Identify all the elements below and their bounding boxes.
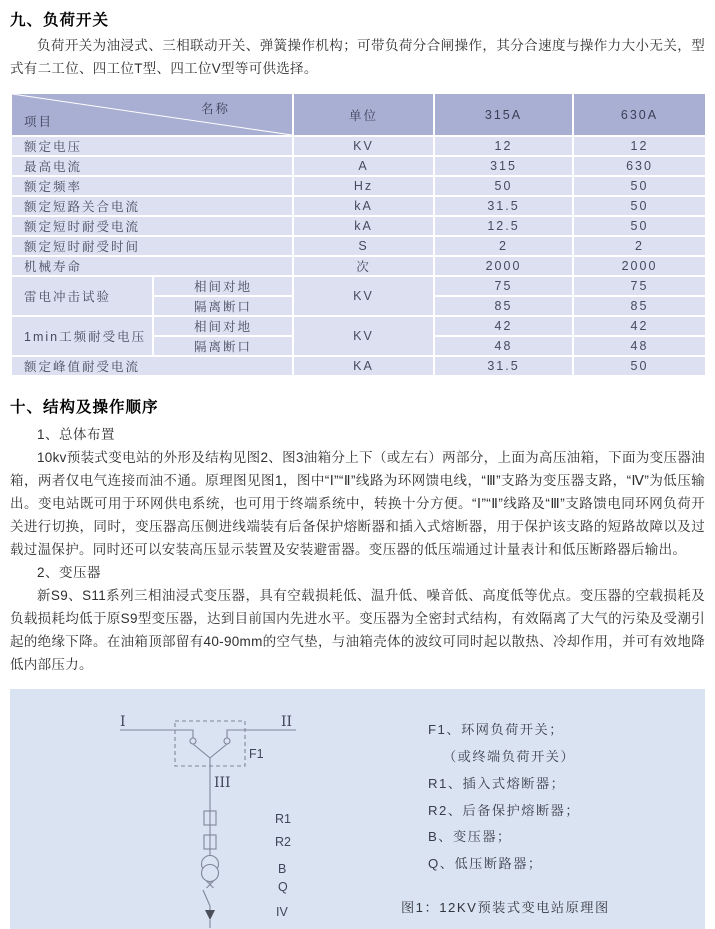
column-header-630a: 630A [573, 93, 706, 136]
row-value-630a: 42 [573, 316, 706, 336]
row-group-label: 雷电冲击试验 [11, 276, 153, 316]
subsection-1-heading: 1、总体布置 [37, 427, 116, 442]
corner-label-name: 名称 [200, 102, 230, 116]
subsection-2-heading: 2、变压器 [37, 565, 102, 580]
row-value-315a: 2000 [434, 256, 573, 276]
row-unit: KV [293, 316, 434, 356]
row-label: 额定峰值耐受电流 [11, 356, 293, 376]
table-row [11, 256, 706, 276]
feeder-I-label: I [120, 714, 126, 730]
row-label: 额定频率 [11, 176, 293, 196]
row-label: 额定短时耐受时间 [11, 236, 293, 256]
row-group-label: 1min工频耐受电压 [11, 316, 153, 356]
row-label: 额定短时耐受电流 [11, 216, 293, 236]
column-header-315a: 315A [434, 93, 573, 136]
row-value-315a: 85 [434, 296, 573, 316]
diagonal-divider [12, 94, 292, 135]
row-value-315a: 12.5 [434, 216, 573, 236]
row-sub-label: 相间对地 [153, 276, 293, 296]
section10-paragraph-2: 新S9、S11系列三相油浸式变压器，具有空载损耗低、温升低、噪音低、高度低等优点。变压器的空载损耗及负载损耗均低于原S9型变压器，达到目前国内先进水平。变压器为全密封式结构，有效隔离了大气的污染及受潮引起的绝缘下降。在油箱顶部留有40-90mm的空气垫，与油箱壳体的波纹可同时起以散热、冷却作用，并可有效地降低内部压力。 [10, 588, 705, 672]
row-value-630a: 85 [573, 296, 706, 316]
column-header-unit: 单位 [293, 93, 434, 136]
row-unit: 次 [293, 256, 434, 276]
table-row [11, 216, 706, 236]
transformer-symbol [202, 865, 219, 882]
feeder-I-line [120, 730, 193, 738]
section9-paragraph: 负荷开关为油浸式、三相联动开关、弹簧操作机构；可带负荷分合闸操作，其分合速度与操作力大小无关，型式有二工位、四工位T型、四工位V型等可供选择。 [10, 38, 705, 76]
arrow-down-icon [205, 910, 215, 920]
section10-heading: 十、结构及操作顺序 [10, 399, 159, 416]
table-row-group [11, 276, 706, 296]
corner-label-item: 项目 [24, 115, 54, 129]
figure-panel [10, 689, 705, 929]
section9-heading: 九、负荷开关 [10, 12, 110, 29]
row-value-315a: 31.5 [434, 196, 573, 216]
b-label: B [278, 862, 287, 876]
table-row [11, 156, 706, 176]
table-row [11, 196, 706, 216]
row-value-315a: 42 [434, 316, 573, 336]
row-value-630a: 50 [573, 176, 706, 196]
row-value-630a: 50 [573, 216, 706, 236]
legend-f1-alt: （或终端负荷开关） [443, 749, 576, 764]
feeder-II-label: II [281, 714, 293, 730]
row-unit: KA [293, 356, 434, 376]
row-value-630a: 75 [573, 276, 706, 296]
table-header-row [11, 93, 706, 136]
branch-III-label: III [214, 775, 231, 791]
row-unit: KV [293, 136, 434, 156]
row-value-315a: 12 [434, 136, 573, 156]
f1-label: F1 [249, 747, 264, 761]
table-row [11, 176, 706, 196]
table-corner-cell [11, 93, 293, 136]
row-value-630a: 50 [573, 356, 706, 376]
r2-label: R2 [275, 835, 291, 849]
row-value-630a: 2 [573, 236, 706, 256]
row-unit: kA [293, 216, 434, 236]
row-value-630a: 50 [573, 196, 706, 216]
row-unit: KV [293, 276, 434, 316]
figure-caption: 图1：12KV预装式变电站原理图 [401, 900, 610, 915]
r1-label: R1 [275, 812, 291, 826]
row-sub-label: 隔离断口 [153, 336, 293, 356]
table-row [11, 236, 706, 256]
legend-r1: R1、插入式熔断器； [428, 776, 566, 791]
q-label: Q [278, 880, 288, 894]
row-label: 机械寿命 [11, 256, 293, 276]
row-value-315a: 315 [434, 156, 573, 176]
row-value-630a: 48 [573, 336, 706, 356]
legend-q: Q、低压断路器； [428, 856, 543, 871]
table-row [11, 356, 706, 376]
row-value-315a: 48 [434, 336, 573, 356]
branch-IV-label: IV [276, 905, 288, 919]
legend-f1: F1、环网负荷开关； [428, 722, 564, 737]
row-unit: S [293, 236, 434, 256]
load-switch-spec-table [10, 92, 707, 377]
row-unit: A [293, 156, 434, 176]
switch-contact-icon [224, 738, 230, 744]
switch-blades-icon [193, 744, 227, 758]
row-unit: kA [293, 196, 434, 216]
row-value-630a: 2000 [573, 256, 706, 276]
switch-contact-icon [190, 738, 196, 744]
breaker-blade-icon [203, 890, 210, 910]
feeder-II-line [227, 730, 296, 738]
legend-r2: R2、后备保护熔断器； [428, 803, 581, 818]
table-row-group [11, 316, 706, 336]
row-sub-label: 相间对地 [153, 316, 293, 336]
row-value-315a: 75 [434, 276, 573, 296]
table-row [11, 136, 706, 156]
row-label: 额定短路关合电流 [11, 196, 293, 216]
row-value-630a: 630 [573, 156, 706, 176]
row-value-315a: 50 [434, 176, 573, 196]
section10-paragraph-1: 10kv预装式变电站的外形及结构见图2、图3油箱分上下（或左右）两部分，上面为高压油箱，下面为变压器油箱，两者仅电气连接而油不通。原理图见图1，图中“Ⅰ”“Ⅱ”线路为环网馈电线，“Ⅲ”支路为变压器支路，“Ⅳ”为低压输出。变电站既可用于环网供电系统，也可用于终端系统中，转换十分方便。“Ⅰ”“Ⅱ”线路及“Ⅲ”支路馈电同环网负荷开关进行切换，同时，变压器高压侧进线端装有后备保护熔断器和插入式熔断器，用于保护该支路的短路故障以及过载过温保护。同时还可以安装高压显示装置及安装避雷器。变压器的低压端通过计量表计和低压断路器后输出。 [10, 450, 705, 557]
circuit-diagram [100, 709, 320, 929]
row-sub-label: 隔离断口 [153, 296, 293, 316]
row-label: 最高电流 [11, 156, 293, 176]
row-value-630a: 12 [573, 136, 706, 156]
row-value-315a: 2 [434, 236, 573, 256]
row-unit: Hz [293, 176, 434, 196]
legend-b: B、变压器； [428, 829, 512, 844]
row-label: 额定电压 [11, 136, 293, 156]
row-value-315a: 31.5 [434, 356, 573, 376]
